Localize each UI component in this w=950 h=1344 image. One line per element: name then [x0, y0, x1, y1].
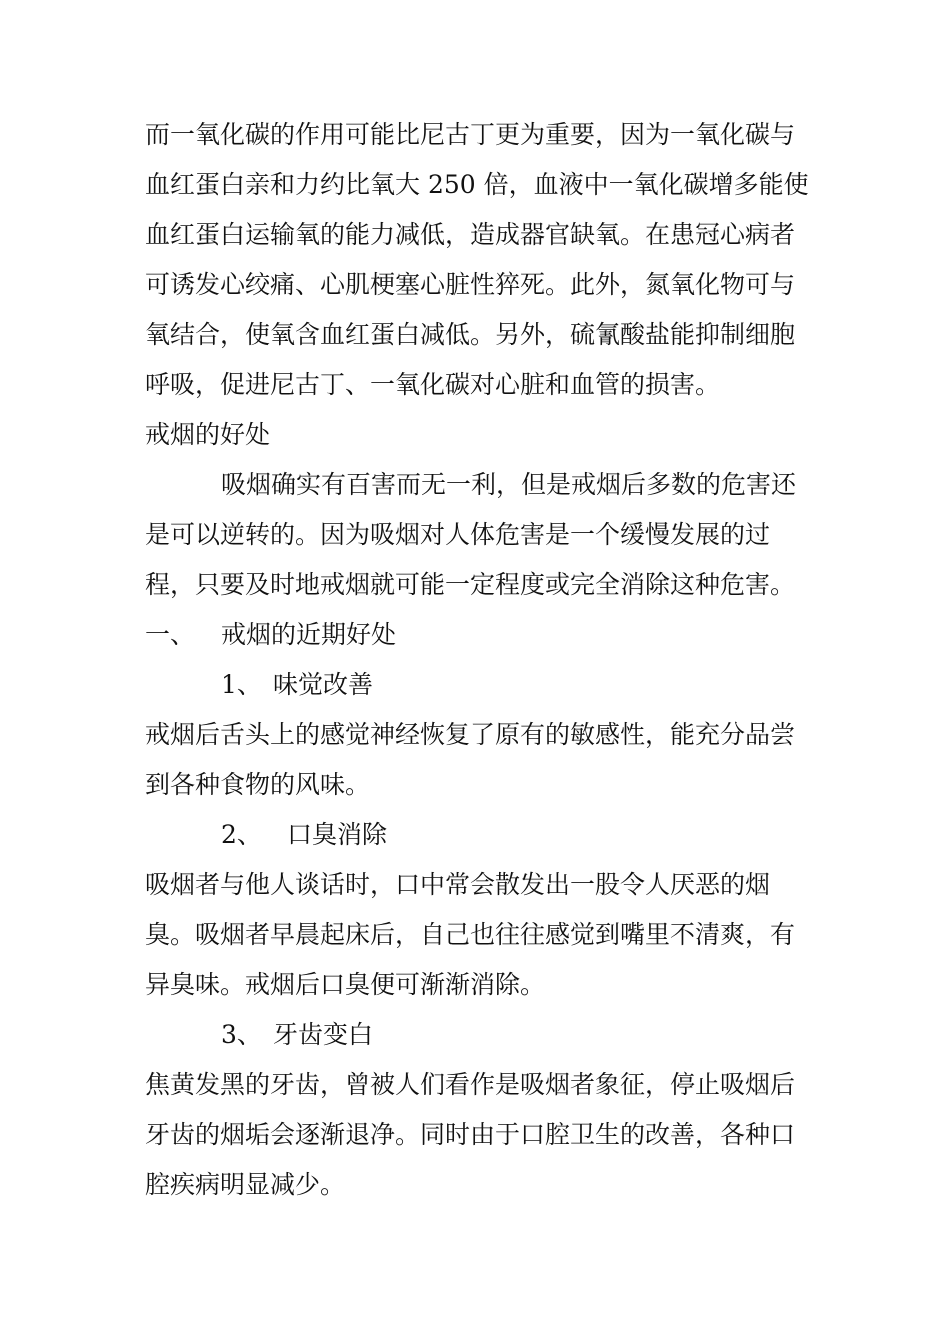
- paragraph-line: 臭。吸烟者早晨起床后，自己也往往感觉到嘴里不清爽，有: [145, 920, 796, 949]
- item-heading: [145, 810, 835, 860]
- paragraph-line: 吸烟确实有百害而无一利，但是戒烟后多数的危害还: [221, 470, 797, 499]
- paragraph-line: 戒烟后舌头上的感觉神经恢复了原有的敏感性，能充分品尝: [145, 720, 796, 749]
- item-title: 口臭消除: [287, 820, 388, 849]
- item-title: 牙齿变白: [273, 1020, 374, 1049]
- paragraph-line: 吸烟者与他人谈话时，口中常会散发出一股令人厌恶的烟: [145, 870, 771, 899]
- paragraph-line: 程，只要及时地戒烟就可能一定程度或完全消除这种危害。: [145, 570, 796, 599]
- paragraph-line: 而一氧化碳的作用可能比尼古丁更为重要，因为一氧化碳与: [145, 120, 796, 149]
- paragraph-line: 可诱发心绞痛、心肌梗塞心脏性猝死。此外，氮氧化物可与: [145, 270, 796, 299]
- paragraph-line: 血红蛋白运输氧的能力减低，造成器官缺氧。在患冠心病者: [145, 220, 796, 249]
- paragraph-line: 氧结合，使氧含血红蛋白减低。另外，硫氰酸盐能抑制细胞: [145, 320, 796, 349]
- paragraph-line: 焦黄发黑的牙齿，曾被人们看作是吸烟者象征，停止吸烟后: [145, 1070, 796, 1099]
- item-heading: [145, 660, 835, 710]
- paragraph-line: 腔疾病明显减少。: [145, 1170, 346, 1199]
- part-title: 戒烟的近期好处: [221, 620, 397, 649]
- paragraph-line: 是可以逆转的。因为吸烟对人体危害是一个缓慢发展的过: [145, 520, 771, 549]
- document-body: [145, 110, 835, 1210]
- paragraph-line: 牙齿的烟垢会逐渐退净。同时由于口腔卫生的改善，各种口: [145, 1120, 796, 1149]
- section-title: 戒烟的好处: [145, 420, 271, 449]
- paragraph-line: 血红蛋白亲和力约比氧大 250 倍，血液中一氧化碳增多能使: [145, 170, 809, 199]
- item-marker: 2、: [221, 820, 262, 849]
- part-marker: 一、: [145, 620, 196, 649]
- paragraph-line: 到各种食物的风味。: [145, 770, 371, 799]
- item-heading: [145, 1010, 835, 1060]
- paragraph-line: 异臭味。戒烟后口臭便可渐渐消除。: [145, 970, 546, 999]
- item-marker: 3、: [221, 1020, 262, 1049]
- item-title: 味觉改善: [273, 670, 374, 699]
- paragraph-line: 呼吸，促进尼古丁、一氧化碳对心脏和血管的损害。: [145, 370, 721, 399]
- part-heading: [145, 610, 835, 660]
- item-marker: 1、: [221, 670, 262, 699]
